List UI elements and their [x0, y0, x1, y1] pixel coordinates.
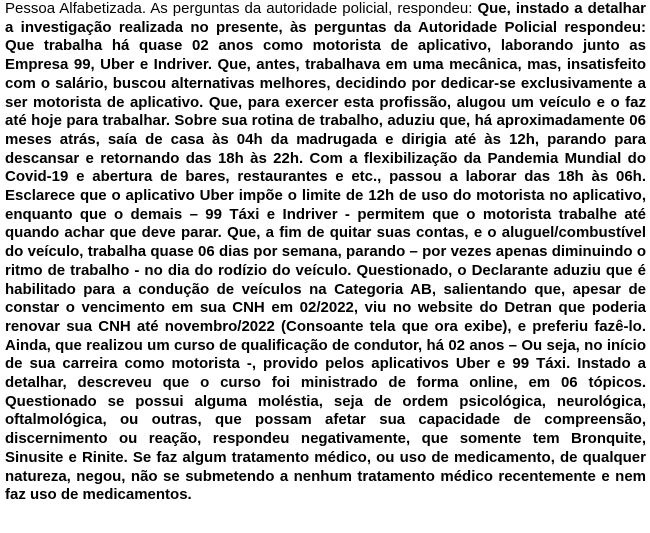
testimony-paragraph — [5, 0, 646, 505]
testimony-body: Que, instado a detalhar a investigação realizada no presente, às perguntas da Autoridade Policial respondeu: Que trabalha há quase 02 anos como motorista de aplicativo, laborando junto as Empresa 99, Uber e Indriver. Que, antes, trabalhava em uma mecânica, mas, insatisfeito com o salário, buscou alternativas melhores, decidindo por dedicar-se exclusivamente a ser motorista de aplicativo. Que, para exercer esta profissão, alugou um veículo e o faz até hoje para trabalhar. Sobre sua rotina de trabalho, aduziu que, há aproximadamente 06 meses atrás, saía de casa às 04h da madrugada e dirigia até às 12h, parando para descansar e retornando das 18h às 22h. Com a flexibilização da Pandemia Mundial do Covid-19 e abertura de bares, restaurantes e etc., passou a laborar das 18h às 06h. Esclarece que o aplicativo Uber impõe o limite de 12h de uso do motorista no aplicativo, enquanto que o demais – 99 Táxi e Indriver - permitem que o motorista trabalhe até quando achar que deve parar. Que, a fim de quitar suas contas, e o aluguel/combustível do veículo, trabalha quase 06 dias por semana, parando – por vezes apenas diminuindo o ritmo de trabalho - no dia do rodízio do veículo. Questionado, o Declarante aduziu que é habilitado para a condução de veículos na Categoria AB, salientando que, apesar de constar o vencimento em sua CNH em 02/2022, viu no website do Detran que poderia renovar sua CNH até novembro/2022 (Consoante tela que ora exibe), e preferiu fazê-lo. Ainda, que realizou um curso de qualificação de condutor, há 02 anos – Ou seja, no início de sua carreira como motorista -, provido pelos aplicativos Uber e 99 Táxi. Instado a detalhar, descreveu que o curso foi ministrado de forma online, em 06 tópicos. Questionado se possui alguma moléstia, seja de ordem psicológica, neurológica, oftalmológica, ou outras, que possam afetar sua capacidade de compreensão, discernimento ou reação, respondeu negativamente, que somente tem Bronquite, Sinusite e Rinite. Se faz algum tratamento médico, ou uso de medicamento, de qualquer natureza, negou, não se submetendo a nenhum tratamento médico recentemente e nem faz uso de medicamentos. — [5, 0, 646, 504]
testimony-document — [5, 0, 646, 505]
intro-text: Pessoa Alfabetizada. As perguntas da autoridade policial, respondeu: — [5, 0, 478, 17]
